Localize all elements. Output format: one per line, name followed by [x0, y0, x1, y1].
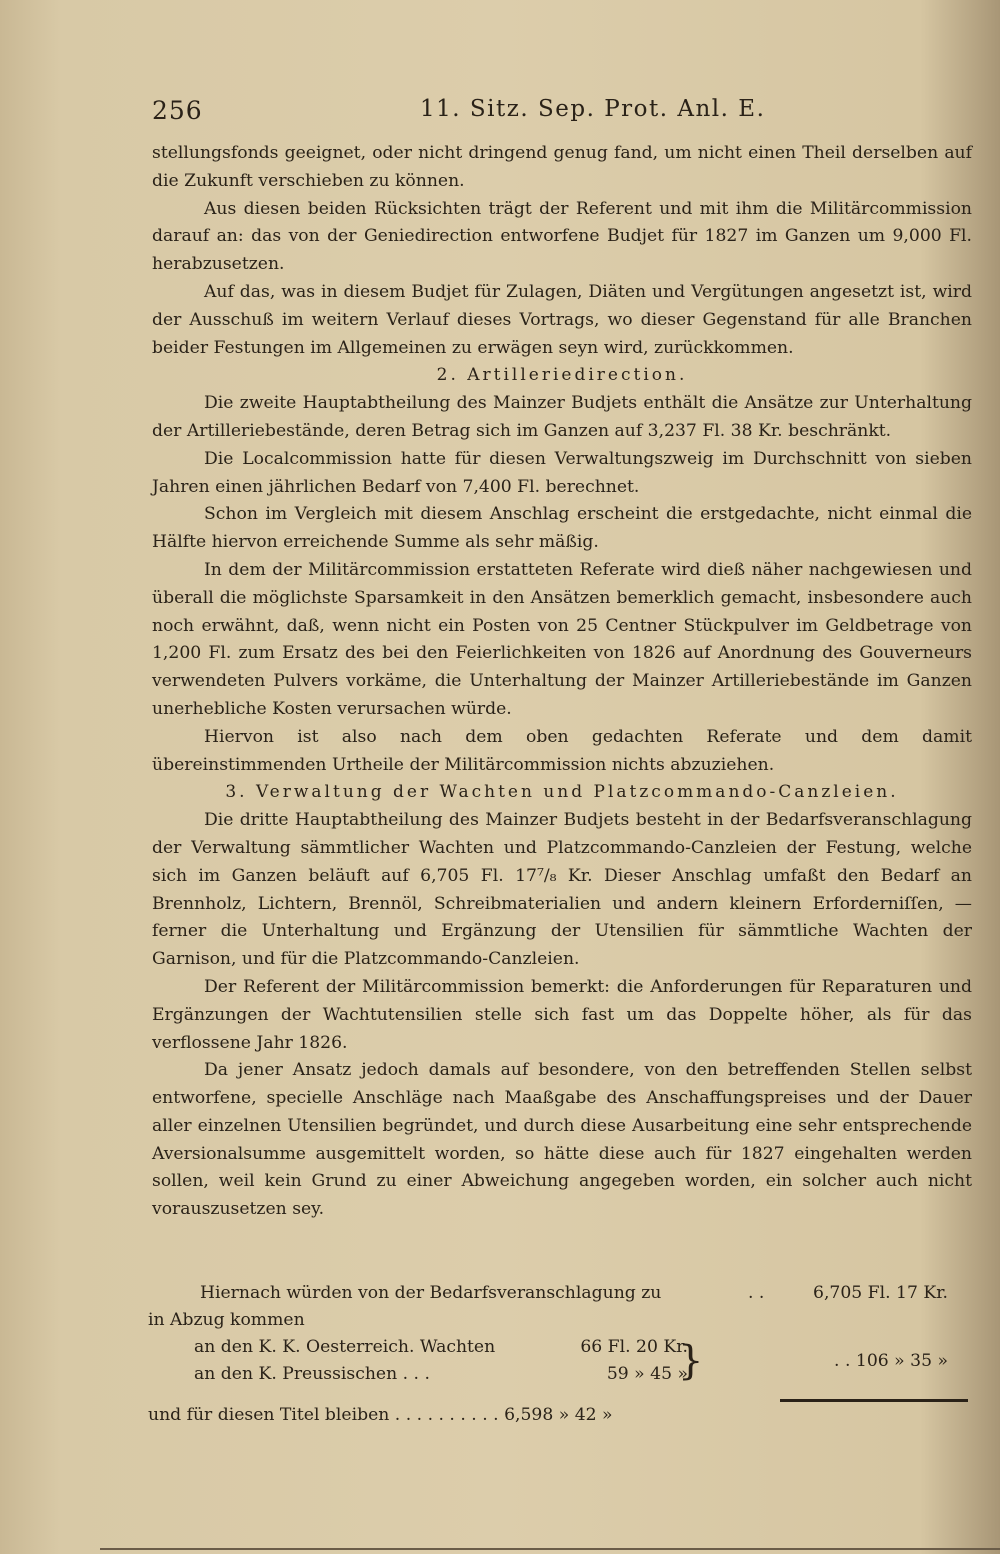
deduction-value: 59 » 45 »: [606, 1364, 688, 1384]
page-number: 256: [152, 96, 203, 125]
deduction-total: . . 106 » 35 »: [834, 1351, 948, 1371]
paragraph: Aus diesen beiden Rücksichten trägt der Referent und mit ihm die Militärcommission darauf an: das von der Geniedirection entworfene Budjet für 1827 im Ganzen um 9,000 Fl. herabzusetzen.: [152, 198, 972, 275]
paragraph: Die Localcommission hatte für diesen Verwaltungszweig im Durchschnitt von sieben Jahren einen jährlichen Bedarf von 7,400 Fl. berechnet.: [152, 448, 972, 497]
calc-row-total: [148, 1280, 968, 1307]
brace: }: [678, 1338, 704, 1384]
paragraph: Die dritte Hauptabtheilung des Mainzer Budjets besteht in der Bedarfsveranschlagung der Verwaltung sämmtlicher Wachten und Platzcommando-Canzleien der Festung, welche sich im Ganzen beläuft auf 6,705 Fl. 17⁷/₈ Kr. Dieser Anschlag umfaßt den Bedarf an Brennholz, Lichtern, Brennöl, Schreibmaterialien und andern kleinern Erforderniſſen, — ferner die Unterhaltung und Ergänzung der Utensilien für sämmtliche Wachten der Garnison, und für die Platzcommando-Canzleien.: [152, 810, 972, 970]
paragraph: stellungsfonds geeignet, oder nicht dringend genug fand, um nicht einen Theil derselben auf die Zukunft verschieben zu können.: [152, 143, 972, 191]
page-header: [152, 96, 960, 130]
section-heading-artillery: 2. Artilleriedirection.: [436, 365, 688, 386]
page-edge-line: [100, 1548, 1000, 1550]
deduction-value: 66 Fl. 20 Kr.: [580, 1337, 688, 1357]
paragraph: Die zweite Hauptabtheilung des Mainzer Budjets enthält die Ansätze zur Unterhaltung der Artilleriebestände, deren Betrag sich im Ganzen auf 3,237 Fl. 38 Kr. beschränkt.: [152, 393, 972, 441]
calc-value: 6,705 Fl. 17 Kr.: [813, 1283, 948, 1303]
calc-label: in Abzug kommen: [148, 1310, 305, 1330]
calc-row-final: [148, 1402, 968, 1429]
running-head: 11. Sitz. Sep. Prot. Anl. E.: [420, 96, 766, 122]
calc-dots: . .: [748, 1283, 765, 1303]
calc-label: und für diesen Titel bleiben . . . . . . . . . .: [148, 1405, 499, 1425]
body-text: [152, 140, 972, 1224]
paragraph: In dem der Militärcommission erstatteten Referate wird dieß näher nachgewiesen und überall die möglichste Sparsamkeit in den Ansätzen bemerklich gemacht, insbesondere auch noch erwähnt, daß, wenn nicht ein Posten von 25 Centner Stückpulver im Geldbetrage von 1,200 Fl. zum Ersatz des bei den Feierlichkeiten von 1826 auf Anordnung des Gouverneurs verwendeten Pulvers vorkäme, die Unterhaltung der Mainzer Artilleriebestände im Ganzen unerhebliche Kosten verursachen würde.: [152, 559, 972, 719]
paragraph: Der Referent der Militärcommission bemerkt: die Anforderungen für Reparaturen und Ergänzungen der Wachtutensilien stelle sich fast um das Doppelte höher, als für das verflossene Jahr 1826.: [152, 976, 972, 1053]
deduction-label: an den K. K. Oesterreich. Wachten: [194, 1337, 496, 1357]
paragraph: Auf das, was in diesem Budjet für Zulagen, Diäten und Vergütungen angesetzt ist, wird der Ausschuß im weitern Verlauf dieses Vortrags, wo dieser Gegenstand für alle Branchen beider Festungen im Allgemeinen zu erwägen seyn wird, zurückkommen.: [152, 281, 972, 358]
calc-label: Hiernach würden von der Bedarfsveranschlagung zu: [200, 1283, 662, 1303]
calc-row-abzug: [148, 1307, 968, 1334]
paragraph: Da jener Ansatz jedoch damals auf besondere, von den betreffenden Stellen selbst entworfene, specielle Anschläge nach Maaßgabe des Anschaffungspreises und der Dauer aller einzelnen Utensilien begründet, und durch diese Ausarbeitung eine sehr entsprechende Aversionalsumme ausgemittelt worden, so hätte diese auch für 1827 eingehalten werden sollen, weil kein Grund zu einer Abweichung angegeben worden, ein solcher auch nicht vorauszusetzen sey.: [152, 1060, 972, 1220]
calculation-block: [148, 1280, 968, 1425]
paragraph: Schon im Vergleich mit diesem Anschlag erscheint die erstgedachte, nicht einmal die Hälfte hiervon erreichende Summe als sehr mäßig.: [152, 504, 972, 553]
deduction-label: an den K. Preussischen . . .: [194, 1364, 430, 1384]
paragraph: Hiervon ist also nach dem oben gedachten Referate und dem damit übereinstimmenden Urtheile der Militärcommission nichts abzuziehen.: [152, 726, 972, 775]
calc-value: 6,598 » 42 »: [504, 1405, 613, 1425]
section-heading-wachten: 3. Verwaltung der Wachten und Platzcommando-Canzleien.: [225, 782, 899, 803]
